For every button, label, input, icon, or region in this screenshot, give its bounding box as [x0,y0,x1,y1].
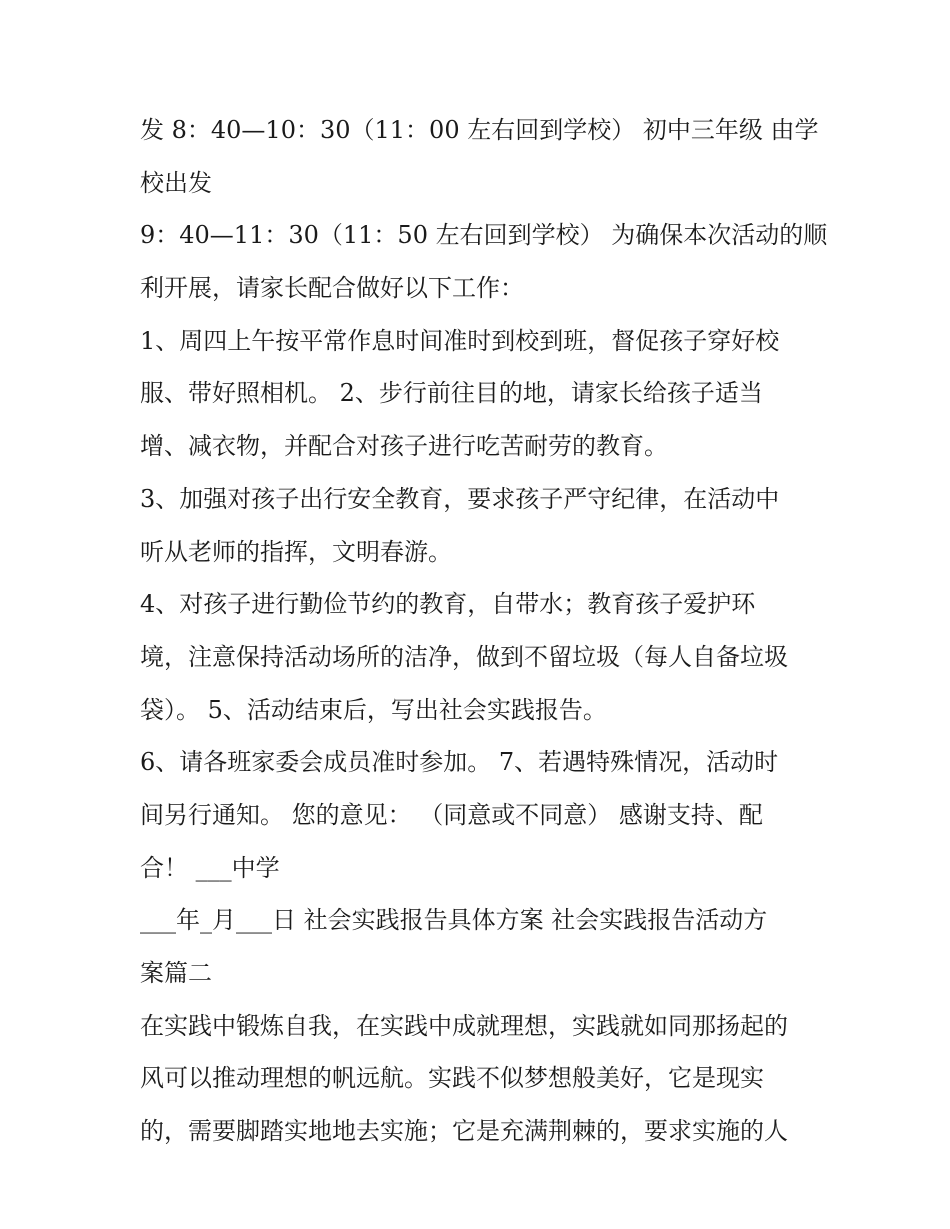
text-line: 风可以推动理想的帆远航。实践不似梦想般美好，它是现实 [140,1064,764,1093]
text-line: 发 8：40—10：30（11：00 左右回到学校） 初中三年级 由学 [140,116,819,144]
text-line: 增、减衣物，并配合对孩子进行吃苦耐劳的教育。 [140,432,668,461]
text-line: 3、加强对孩子出行安全教育，要求孩子严守纪律，在活动中 [140,484,780,513]
text-line: 袋）。 5、活动结束后，写出社会实践报告。 [140,695,607,724]
text-line: 9：40—11：30（11：50 左右回到学校） 为确保本次活动的顺 [140,221,828,250]
text-line: 服、带好照相机。 2、步行前往目的地，请家长给孩子适当 [140,379,763,408]
text-line: 案篇二 [140,959,212,987]
text-line: 4、对孩子进行勤俭节约的教育，自带水；教育孩子爱护环 [140,590,756,619]
text-line: 校出发 [140,168,212,197]
text-line: 1、周四上午按平常作息时间准时到校到班，督促孩子穿好校 [140,326,780,355]
text-line: 间另行通知。 您的意见： （同意或不同意） 感谢支持、配 [140,800,763,829]
text-line: 听从老师的指挥，文明春游。 [140,537,452,566]
text-line: 合！ ___中学 [140,853,280,882]
document-body [140,104,828,1158]
text-line: 在实践中锻炼自我，在实践中成就理想，实践就如同那扬起的 [140,1011,788,1040]
text-line: ___年_月___日 社会实践报告具体方案 社会实践报告活动方 [140,906,768,935]
text-line: 6、请各班家委会成员准时参加。 7、若遇特殊情况，活动时 [140,748,779,777]
text-line: 境，注意保持活动场所的洁净，做到不留垃圾（每人自备垃圾 [140,642,788,671]
text-line: 利开展，请家长配合做好以下工作： [140,274,524,303]
text-line: 的，需要脚踏实地地去实施；它是充满荆棘的，要求实施的人 [140,1117,788,1146]
